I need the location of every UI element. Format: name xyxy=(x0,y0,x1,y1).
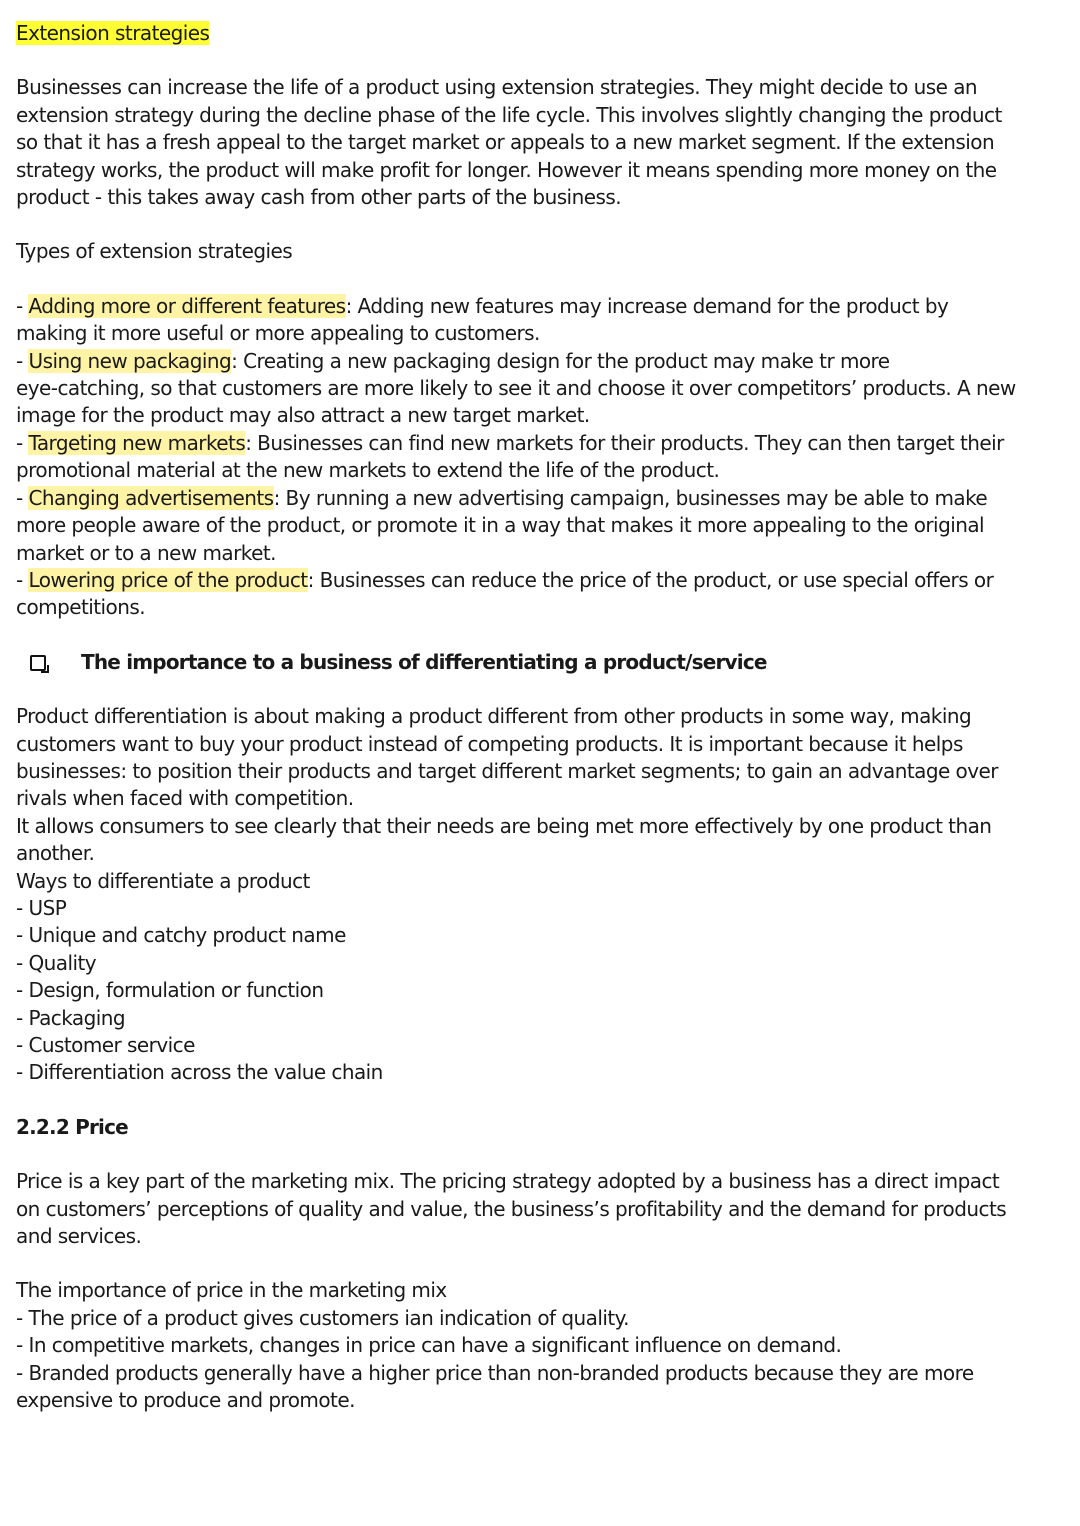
list-item: - USP xyxy=(16,895,67,920)
paragraph-line: extension strategy during the decline phase of the life cycle. This involves slightly changing the product xyxy=(16,102,1002,127)
paragraph-line: competitions. xyxy=(16,595,146,620)
checkbox-icon[interactable] xyxy=(30,655,46,671)
paragraph-line: product - this takes away cash from other parts of the business. xyxy=(16,185,621,210)
extension-strategies-section xyxy=(16,20,1064,622)
paragraph-line: and services. xyxy=(16,1224,142,1249)
strategy-list xyxy=(16,293,1064,622)
strategy-term: Adding more or different features xyxy=(28,293,346,318)
paragraph-line: customers want to buy your product instead of competing products. It is important because it helps xyxy=(16,731,963,756)
differentiation-section xyxy=(16,649,1064,1087)
paragraph-line: on customers’ perceptions of quality and value, the business’s profitability and the demand for products xyxy=(16,1196,1007,1221)
ways-heading: Ways to differentiate a product xyxy=(16,868,310,893)
price-paragraph xyxy=(16,1168,1064,1250)
paragraph-line: Businesses can increase the life of a product using extension strategies. They might decide to use an xyxy=(16,75,978,100)
strategy-term: Changing advertisements xyxy=(28,485,274,510)
strategy-item: - Lowering price of the product: Businesses can reduce the price of the product, or use special offers or competitions. xyxy=(16,567,1064,622)
strategy-item: - Targeting new markets: Businesses can find new markets for their products. They can then target their promotional material at the new markets to extend the life of the product. xyxy=(16,430,1064,485)
types-heading: Types of extension strategies xyxy=(16,239,293,264)
section-title-line xyxy=(16,20,1064,47)
price-importance-list xyxy=(16,1305,1064,1415)
strategy-item: - Adding more or different features: Adding new features may increase demand for the product by making it more useful or more appealing to customers. xyxy=(16,293,1064,348)
paragraph-line: eye-catching, so that customers are more likely to see it and choose it over competitors’ products. A new xyxy=(16,376,1016,401)
paragraph-line: market or to a new market. xyxy=(16,540,276,565)
paragraph-line: It allows consumers to see clearly that their needs are being met more effectively by one product than xyxy=(16,813,992,838)
differentiation-heading: The importance to a business of differentiating a product/service xyxy=(81,649,767,674)
paragraph-line: rivals when faced with competition. xyxy=(16,786,354,811)
list-item: - Differentiation across the value chain xyxy=(16,1060,383,1085)
paragraph-line: Price is a key part of the marketing mix. The pricing strategy adopted by a business has a direct impact xyxy=(16,1169,1000,1194)
strategy-term: Targeting new markets xyxy=(28,430,246,455)
price-importance-heading: The importance of price in the marketing mix xyxy=(16,1278,447,1303)
list-item: - Design, formulation or function xyxy=(16,978,324,1003)
section-title: Extension strategies xyxy=(16,21,210,45)
strategy-term: Lowering price of the product xyxy=(28,567,308,592)
differentiation-heading-row xyxy=(30,649,1064,676)
paragraph-line: promotional material at the new markets to extend the life of the product. xyxy=(16,458,720,483)
list-item: - Packaging xyxy=(16,1005,126,1030)
strategy-term: Using new packaging xyxy=(28,348,232,373)
paragraph-line: strategy works, the product will make profit for longer. However it means spending more money on the xyxy=(16,157,997,182)
extension-intro-paragraph xyxy=(16,74,1064,211)
paragraph-line: making it more useful or more appealing to customers. xyxy=(16,321,540,346)
list-item: - Quality xyxy=(16,950,97,975)
paragraph-line: image for the product may also attract a new target market. xyxy=(16,403,590,428)
list-item: - Customer service xyxy=(16,1032,195,1057)
list-item: expensive to produce and promote. xyxy=(16,1388,355,1413)
differentiation-paragraph xyxy=(16,703,1064,867)
list-item: - The price of a product gives customers ian indication of quality. xyxy=(16,1305,629,1330)
price-section xyxy=(16,1114,1064,1415)
list-item: - Unique and catchy product name xyxy=(16,923,346,948)
strategy-item: - Changing advertisements: By running a new advertising campaign, businesses may be able to make more people aware of the product, or promote it in a way that makes it more appealing to the original market or to a new market. xyxy=(16,485,1064,567)
list-item: - In competitive markets, changes in price can have a significant influence on demand. xyxy=(16,1333,842,1358)
ways-list xyxy=(16,895,1064,1087)
paragraph-line: Product differentiation is about making a product different from other products in some way, making xyxy=(16,704,972,729)
list-item: - Branded products generally have a higher price than non-branded products because they are more xyxy=(16,1360,974,1385)
paragraph-line: more people aware of the product, or promote it in a way that makes it more appealing to the original xyxy=(16,513,985,538)
paragraph-line: another. xyxy=(16,841,95,866)
paragraph-line: so that it has a fresh appeal to the target market or appeals to a new market segment. If the extension xyxy=(16,130,995,155)
strategy-item: - Using new packaging: Creating a new packaging design for the product may make tr more eye-catching, so that customers are more likely to see it and choose it over competitors’ products. A new image for the product may also attract a new target market. xyxy=(16,348,1064,430)
paragraph-line: businesses: to position their products and target different market segments; to gain an advantage over xyxy=(16,758,998,783)
price-heading: 2.2.2 Price xyxy=(16,1114,128,1139)
